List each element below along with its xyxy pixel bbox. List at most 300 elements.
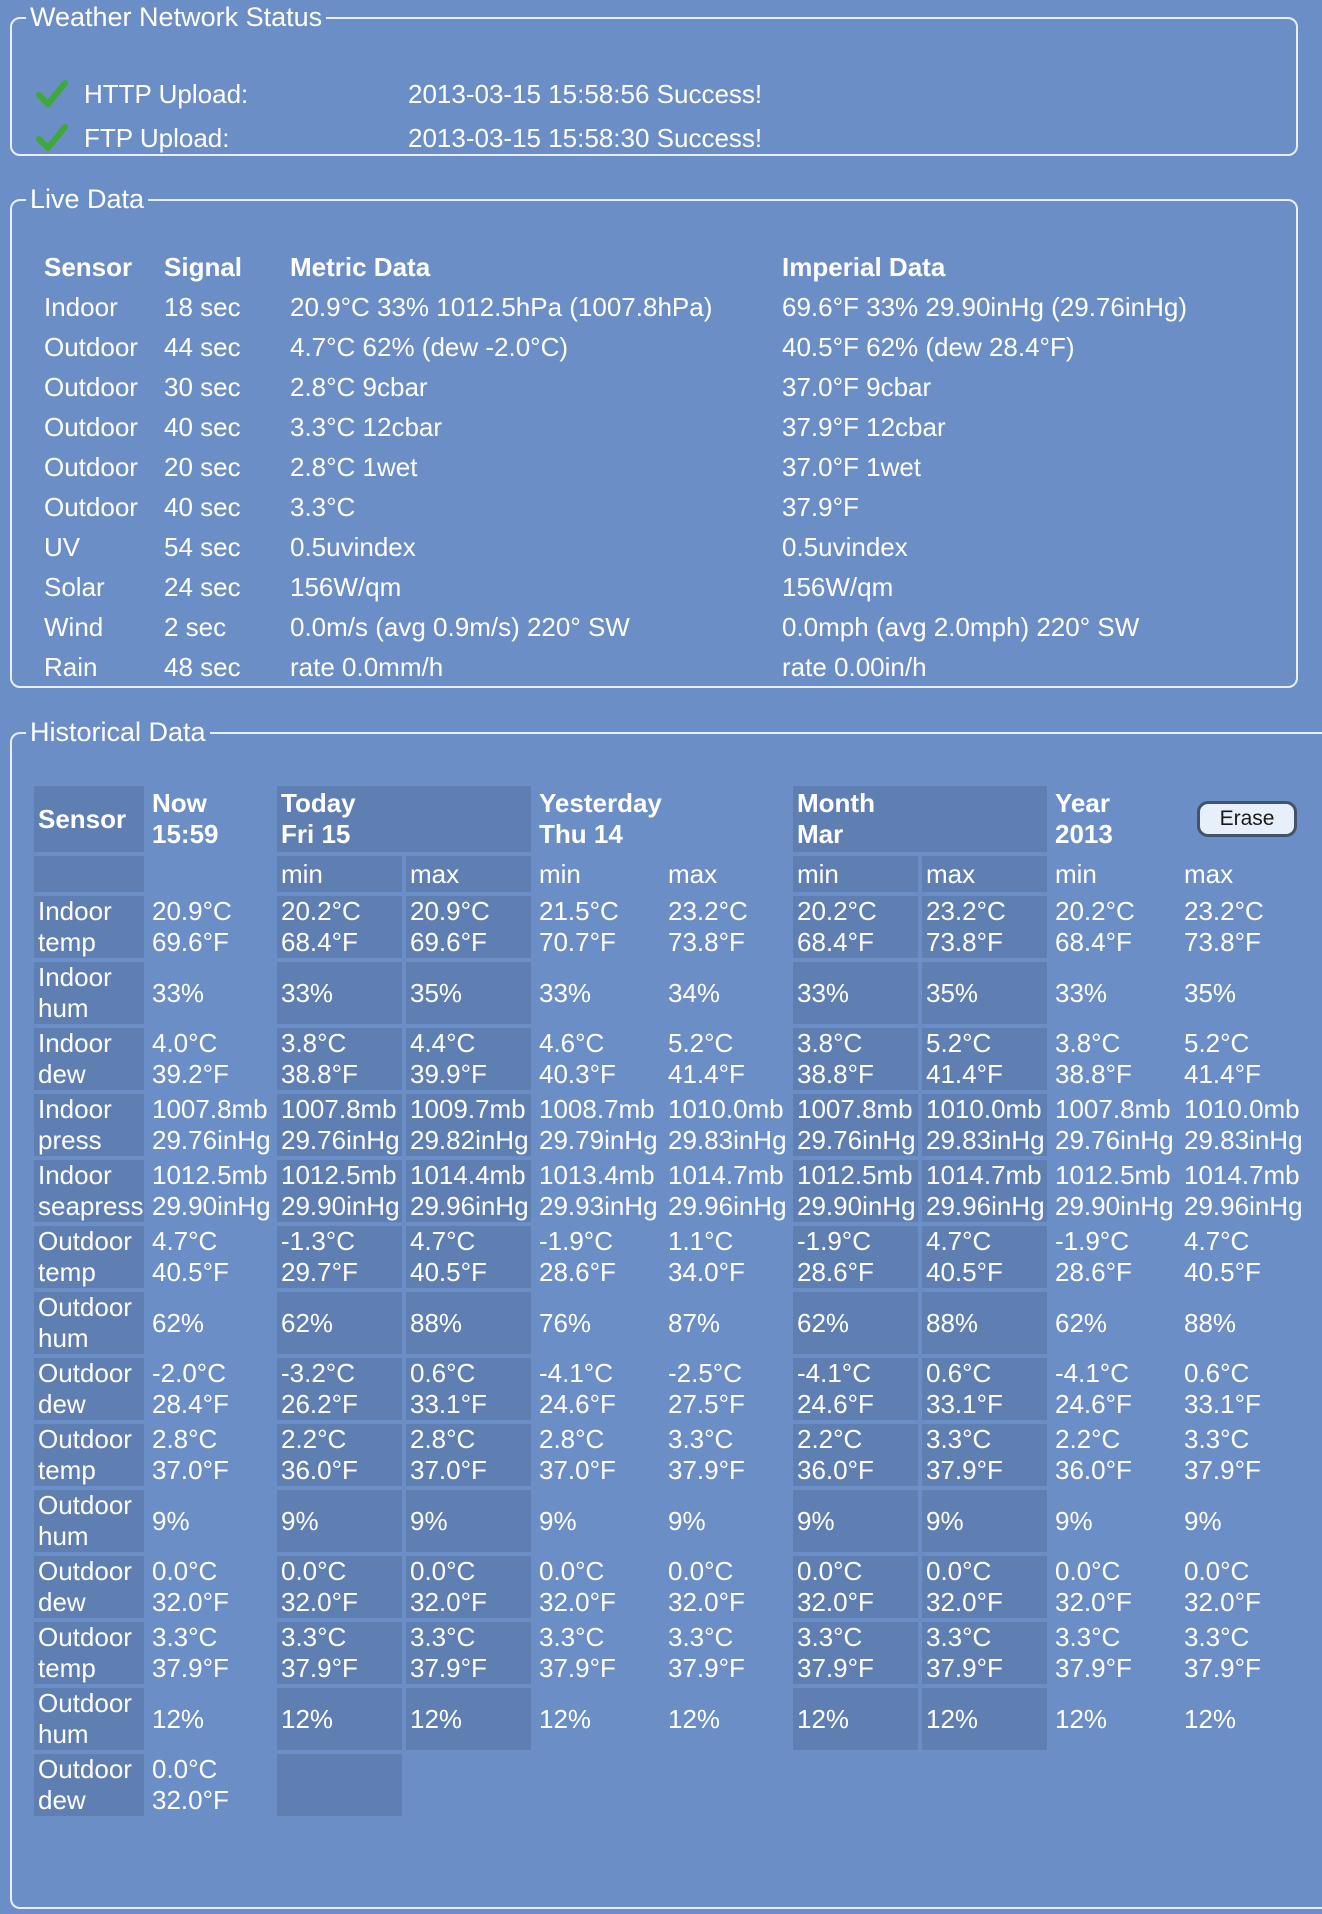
hist-value: 1010.0mb [1184,1094,1300,1124]
hist-sensor-label: hum [38,1719,89,1749]
hist-value: -4.1°C [797,1358,871,1388]
hist-sensor-cell [34,1028,144,1090]
hist-value: 0.0°C [539,1556,605,1586]
live-row [32,527,1230,567]
hist-value: 39.2°F [152,1059,229,1089]
hist-value-cell [1051,1226,1176,1288]
hist-value: 36.0°F [797,1455,874,1485]
hist-sensor-cell [34,1358,144,1420]
hist-value: 9% [797,1505,835,1536]
live-metric-cell: 20.9°C 33% 1012.5hPa (1007.8hPa) [290,291,713,322]
hist-sensor-cell [34,1160,144,1222]
hist-header-month-value: Mar [797,819,844,849]
hist-header-year-label: Year [1055,788,1110,818]
hist-value: 12% [1055,1703,1108,1734]
hist-value-cell [406,896,531,958]
hist-value: 37.0°F [152,1455,229,1485]
hist-value-cell [277,1490,402,1552]
hist-value: 88% [1184,1307,1237,1338]
live-imperial-cell: 37.9°F 12cbar [782,411,946,442]
hist-value: 88% [926,1307,979,1338]
hist-sensor-label: Indoor [38,962,112,992]
hist-value-cell [1180,1358,1305,1420]
hist-value: 37.9°F [152,1653,229,1683]
hist-value: 5.2°C [668,1028,734,1058]
hist-subheader-max: max [668,858,718,889]
hist-value-cell [535,1688,660,1750]
hist-value: 2.8°C [410,1424,476,1454]
hist-value: 33.1°F [410,1389,487,1419]
hist-value-cell [277,1028,402,1090]
hist-header-yesterday-date: Thu 14 [539,819,623,849]
hist-value: 0.0°C [152,1556,218,1586]
live-imperial-cell: 40.5°F 62% (dew 28.4°F) [782,331,1075,362]
hist-value-cell [793,1622,918,1684]
hist-value: 70.7°F [539,927,616,957]
hist-value-cell [664,1556,789,1618]
hist-value: 3.3°C [668,1622,734,1652]
hist-value: 26.2°F [281,1389,358,1419]
hist-value: 1012.5mb [152,1160,268,1190]
hist-value-cell [148,1292,273,1354]
hist-subheader-min: min [277,856,402,892]
hist-value: 1014.4mb [410,1160,526,1190]
hist-row [34,1028,1305,1090]
hist-value-cell [406,1226,531,1288]
hist-value-cell [406,1292,531,1354]
hist-value: 29.90inHg [281,1191,400,1221]
hist-value-cell [406,1490,531,1552]
hist-value: 12% [926,1703,979,1734]
hist-value: 12% [281,1703,334,1734]
hist-value: 37.9°F [1055,1653,1132,1683]
live-header-sensor: Sensor [44,251,133,282]
hist-value-cell [148,1424,273,1486]
hist-value: 20.9°C [152,896,232,926]
hist-value: 37.9°F [410,1653,487,1683]
live-header-signal: Signal [164,251,243,282]
live-header-metric: Metric Data [290,251,431,282]
hist-sensor-cell [34,1424,144,1486]
hist-value: 29.76inHg [1055,1125,1174,1155]
hist-value: 21.5°C [539,896,619,926]
hist-value: 1010.0mb [926,1094,1042,1124]
hist-sensor-label: temp [38,1257,96,1287]
live-imperial-cell: rate 0.00in/h [782,651,927,682]
hist-value: 0.0°C [926,1556,992,1586]
hist-header-yesterday-label: Yesterday [539,788,662,818]
hist-value-cell [1180,1028,1305,1090]
live-metric-cell: 2.8°C 9cbar [290,371,428,402]
hist-subheader-empty [34,856,144,892]
hist-value: 40.3°F [539,1059,616,1089]
hist-value: 41.4°F [1184,1059,1261,1089]
hist-value: 37.9°F [539,1653,616,1683]
hist-value-cell [1180,1094,1305,1156]
hist-value-cell [664,1688,789,1750]
hist-sensor-cell [34,1094,144,1156]
live-metric-cell: 0.5uvindex [290,531,416,562]
live-row [32,367,1230,407]
hist-value: -1.9°C [1055,1226,1129,1256]
live-row [32,327,1230,367]
live-header-row [32,247,1230,287]
hist-value: 29.83inHg [1184,1125,1303,1155]
hist-value-cell [1051,1424,1176,1486]
hist-sensor-label: Outdoor [38,1226,132,1256]
hist-value: 29.96inHg [668,1191,787,1221]
hist-value: 37.9°F [926,1455,1003,1485]
hist-sensor-label: press [38,1125,102,1155]
hist-header-row [34,786,1305,852]
hist-value: 1007.8mb [152,1094,268,1124]
hist-value: 29.76inHg [281,1125,400,1155]
hist-value-cell [148,1358,273,1420]
hist-value-cell [793,1094,918,1156]
hist-value: 2.2°C [797,1424,863,1454]
live-panel-title: Live Data [30,184,145,214]
live-sensor-cell: Outdoor [44,451,138,482]
hist-value: 33% [1055,977,1108,1008]
hist-value: 32.0°F [152,1785,229,1815]
live-row [32,287,1230,327]
hist-value-cell [535,1094,660,1156]
hist-value: 37.0°F [410,1455,487,1485]
hist-row [34,1490,1305,1552]
hist-header-now-label: Now [152,788,207,818]
hist-value: 3.3°C [1184,1622,1250,1652]
hist-value-cell [664,1094,789,1156]
hist-value: 1014.7mb [1184,1160,1300,1190]
hist-value-cell [277,1688,402,1750]
hist-sensor-cell [34,1622,144,1684]
hist-value: 4.6°C [539,1028,605,1058]
hist-value: 9% [539,1505,577,1536]
hist-value-cell [148,1028,273,1090]
hist-value-cell [148,1754,273,1816]
hist-value-cell [277,1622,402,1684]
hist-value-cell [406,1094,531,1156]
hist-value-cell [793,1028,918,1090]
hist-value: 1007.8mb [281,1094,397,1124]
hist-value-cell [793,1556,918,1618]
live-sensor-cell: Solar [44,571,105,602]
hist-value-cell [1180,1424,1305,1486]
historical-data-panel [10,719,1322,1909]
http-upload-value: 2013-03-15 15:58:56 Success! [408,79,763,109]
hist-value: 76% [539,1307,592,1338]
hist-value: 33% [539,977,592,1008]
hist-value-cell [922,1490,1047,1552]
hist-row [34,962,1305,1024]
hist-value-cell [535,1358,660,1420]
hist-sensor-label: Indoor [38,1160,112,1190]
hist-subheader-max: max [922,856,1047,892]
hist-value-cell [535,1556,660,1618]
hist-value: 29.90inHg [152,1191,271,1221]
hist-value-cell [277,1424,402,1486]
hist-value: 1012.5mb [281,1160,397,1190]
hist-panel-title: Historical Data [30,717,206,747]
live-imperial-cell: 0.0mph (avg 2.0mph) 220° SW [782,611,1140,642]
hist-value: 1.1°C [668,1226,734,1256]
hist-value: 9% [926,1505,964,1536]
live-signal-cell: 30 sec [164,371,241,402]
hist-header-today-date: Fri 15 [281,819,351,849]
hist-value: 38.8°F [797,1059,874,1089]
hist-value-cell [793,1292,918,1354]
hist-value: 32.0°F [1055,1587,1132,1617]
hist-sensor-label: hum [38,1323,89,1353]
hist-sensor-label: Outdoor [38,1358,132,1388]
hist-sensor-label: Outdoor [38,1556,132,1586]
http-upload-row [36,77,763,111]
live-signal-cell: 18 sec [164,291,241,322]
hist-value-cell [535,1622,660,1684]
hist-header-now-time: 15:59 [152,819,219,849]
hist-value: 62% [152,1307,205,1338]
hist-value: 9% [668,1505,706,1536]
live-sensor-cell: Outdoor [44,331,138,362]
hist-value: 12% [410,1703,463,1734]
hist-value-cell [1180,962,1305,1024]
hist-row [34,1358,1305,1420]
hist-value-cell [1180,1622,1305,1684]
live-signal-cell: 48 sec [164,651,241,682]
hist-sensor-cell [34,1754,144,1816]
hist-value-cell [922,1424,1047,1486]
hist-row [34,1754,1305,1816]
hist-value: 12% [539,1703,592,1734]
hist-value-cell [406,1622,531,1684]
hist-value: 1013.4mb [539,1160,655,1190]
hist-value: 3.3°C [152,1622,218,1652]
hist-value-cell [1051,896,1176,958]
hist-value-cell [277,962,402,1024]
hist-value: 0.0°C [668,1556,734,1586]
hist-value-cell [664,1292,789,1354]
live-imperial-cell: 37.9°F [782,491,859,522]
hist-value: 9% [410,1505,448,1536]
hist-value-cell [148,962,273,1024]
live-imperial-cell: 0.5uvindex [782,531,908,562]
hist-value-cell [1051,1028,1176,1090]
hist-value-cell [793,1358,918,1420]
check-icon [36,78,68,110]
hist-value-cell [148,1688,273,1750]
hist-value-cell [664,896,789,958]
hist-value-cell [922,962,1047,1024]
hist-value-cell [148,896,273,958]
hist-value-cell [664,1424,789,1486]
hist-value: 41.4°F [668,1059,745,1089]
hist-row [34,1688,1305,1750]
hist-value-cell [1180,1490,1305,1552]
live-signal-cell: 40 sec [164,411,241,442]
hist-subheader-min: min [1055,858,1097,889]
hist-value-cell [793,1226,918,1288]
hist-value: 62% [797,1307,850,1338]
hist-value-cell [148,1094,273,1156]
hist-value: 0.0°C [281,1556,347,1586]
hist-value-cell [922,1094,1047,1156]
live-metric-cell: 3.3°C 12cbar [290,411,443,442]
hist-value-cell [922,1556,1047,1618]
live-row [32,487,1230,527]
hist-value: 12% [152,1703,205,1734]
hist-value: 1007.8mb [1055,1094,1171,1124]
hist-value: 2.2°C [281,1424,347,1454]
hist-subheader-min: min [793,856,918,892]
live-imperial-cell: 37.0°F 1wet [782,451,922,482]
hist-value-cell [148,1160,273,1222]
hist-value-cell [664,1358,789,1420]
hist-value: 3.3°C [926,1622,992,1652]
hist-value: 28.6°F [1055,1257,1132,1287]
live-metric-cell: 4.7°C 62% (dew -2.0°C) [290,331,569,362]
hist-value: 4.4°C [410,1028,476,1058]
hist-value-cell [922,1160,1047,1222]
hist-value-cell [1180,1292,1305,1354]
live-metric-cell: 2.8°C 1wet [290,451,418,482]
hist-value-cell [793,1490,918,1552]
hist-value-cell [1051,962,1176,1024]
live-imperial-cell: 69.6°F 33% 29.90inHg (29.76inHg) [782,291,1187,322]
hist-row [34,1292,1305,1354]
hist-value-cell [793,1160,918,1222]
hist-value-cell [148,1490,273,1552]
hist-sensor-cell [34,1556,144,1618]
hist-sensor-label: Outdoor [38,1754,132,1784]
hist-value: 5.2°C [926,1028,992,1058]
hist-value-cell [535,1226,660,1288]
hist-sensor-label: temp [38,927,96,957]
hist-sensor-label: temp [38,1653,96,1683]
live-sensor-cell: Indoor [44,291,118,322]
hist-sensor-cell [34,896,144,958]
hist-value-cell [277,896,402,958]
hist-value: 3.3°C [668,1424,734,1454]
hist-value: 3.8°C [797,1028,863,1058]
hist-sensor-label: Indoor [38,1094,112,1124]
hist-value-cell [664,962,789,1024]
hist-value: 33% [797,977,850,1008]
hist-value: 1009.7mb [410,1094,526,1124]
hist-value-cell [664,1160,789,1222]
live-signal-cell: 24 sec [164,571,241,602]
hist-value-cell [664,1622,789,1684]
hist-value: 37.9°F [1184,1653,1261,1683]
hist-subheader-max: max [406,856,531,892]
hist-value: 0.0°C [1055,1556,1121,1586]
hist-value-cell [793,896,918,958]
hist-value: 0.6°C [926,1358,992,1388]
hist-value-cell [1180,1556,1305,1618]
hist-value: 68.4°F [1055,927,1132,957]
hist-value: 28.4°F [152,1389,229,1419]
live-imperial-cell: 156W/qm [782,571,894,602]
hist-value: 36.0°F [1055,1455,1132,1485]
hist-value: 4.7°C [152,1226,218,1256]
hist-value: 62% [1055,1307,1108,1338]
hist-header-yesterday [535,786,789,852]
hist-row [34,1094,1305,1156]
hist-value-cell [922,896,1047,958]
live-signal-cell: 44 sec [164,331,241,362]
hist-value: -1.9°C [797,1226,871,1256]
hist-value: 1008.7mb [539,1094,655,1124]
hist-value: 1007.8mb [797,1094,913,1124]
hist-value-cell [793,1688,918,1750]
hist-value: 29.96inHg [410,1191,529,1221]
hist-empty-cell [277,1754,402,1816]
hist-value: 32.0°F [152,1587,229,1617]
hist-value: 37.0°F [539,1455,616,1485]
hist-subheader-min: min [539,858,581,889]
hist-value: 20.9°C [410,896,490,926]
hist-sensor-label: hum [38,993,89,1023]
hist-value-cell [535,962,660,1024]
hist-value-cell [1051,1094,1176,1156]
historical-data-table [30,782,1309,1820]
hist-value: 4.0°C [152,1028,218,1058]
live-header-imperial: Imperial Data [782,251,946,282]
hist-value: 37.9°F [926,1653,1003,1683]
hist-value-cell [277,1292,402,1354]
live-signal-cell: 40 sec [164,491,241,522]
hist-value: 1014.7mb [926,1160,1042,1190]
hist-value: 40.5°F [410,1257,487,1287]
hist-value-cell [922,1622,1047,1684]
hist-value: 27.5°F [668,1389,745,1419]
hist-value: 36.0°F [281,1455,358,1485]
hist-sensor-label: dew [38,1389,86,1419]
hist-value: 29.7°F [281,1257,358,1287]
hist-value: 4.7°C [410,1226,476,1256]
hist-value: 24.6°F [797,1389,874,1419]
hist-header-today-label: Today [281,788,356,818]
hist-value: 2.2°C [1055,1424,1121,1454]
live-metric-cell: rate 0.0mm/h [290,651,444,682]
hist-value: 35% [1184,977,1237,1008]
hist-row [34,1556,1305,1618]
hist-value: 29.79inHg [539,1125,658,1155]
hist-sensor-label: Outdoor [38,1688,132,1718]
hist-value: 38.8°F [1055,1059,1132,1089]
live-metric-cell: 156W/qm [290,571,402,602]
hist-value: -2.0°C [152,1358,226,1388]
erase-button[interactable]: Erase [1197,801,1297,837]
hist-value: 3.3°C [410,1622,476,1652]
hist-value: 33.1°F [926,1389,1003,1419]
hist-value-cell [535,1028,660,1090]
hist-value: 0.0°C [797,1556,863,1586]
hist-value: 1014.7mb [668,1160,784,1190]
hist-value: 39.9°F [410,1059,487,1089]
live-signal-cell: 20 sec [164,451,241,482]
hist-value: 29.96inHg [926,1191,1045,1221]
hist-value: 35% [410,977,463,1008]
hist-value-cell [277,1094,402,1156]
hist-value: 5.2°C [1184,1028,1250,1058]
hist-value: 2.8°C [152,1424,218,1454]
hist-value-cell [148,1226,273,1288]
hist-value: 3.3°C [281,1622,347,1652]
live-sensor-cell: Rain [44,651,98,682]
hist-value: 73.8°F [668,927,745,957]
hist-value: -2.5°C [668,1358,742,1388]
hist-subheader-max: max [1184,858,1234,889]
